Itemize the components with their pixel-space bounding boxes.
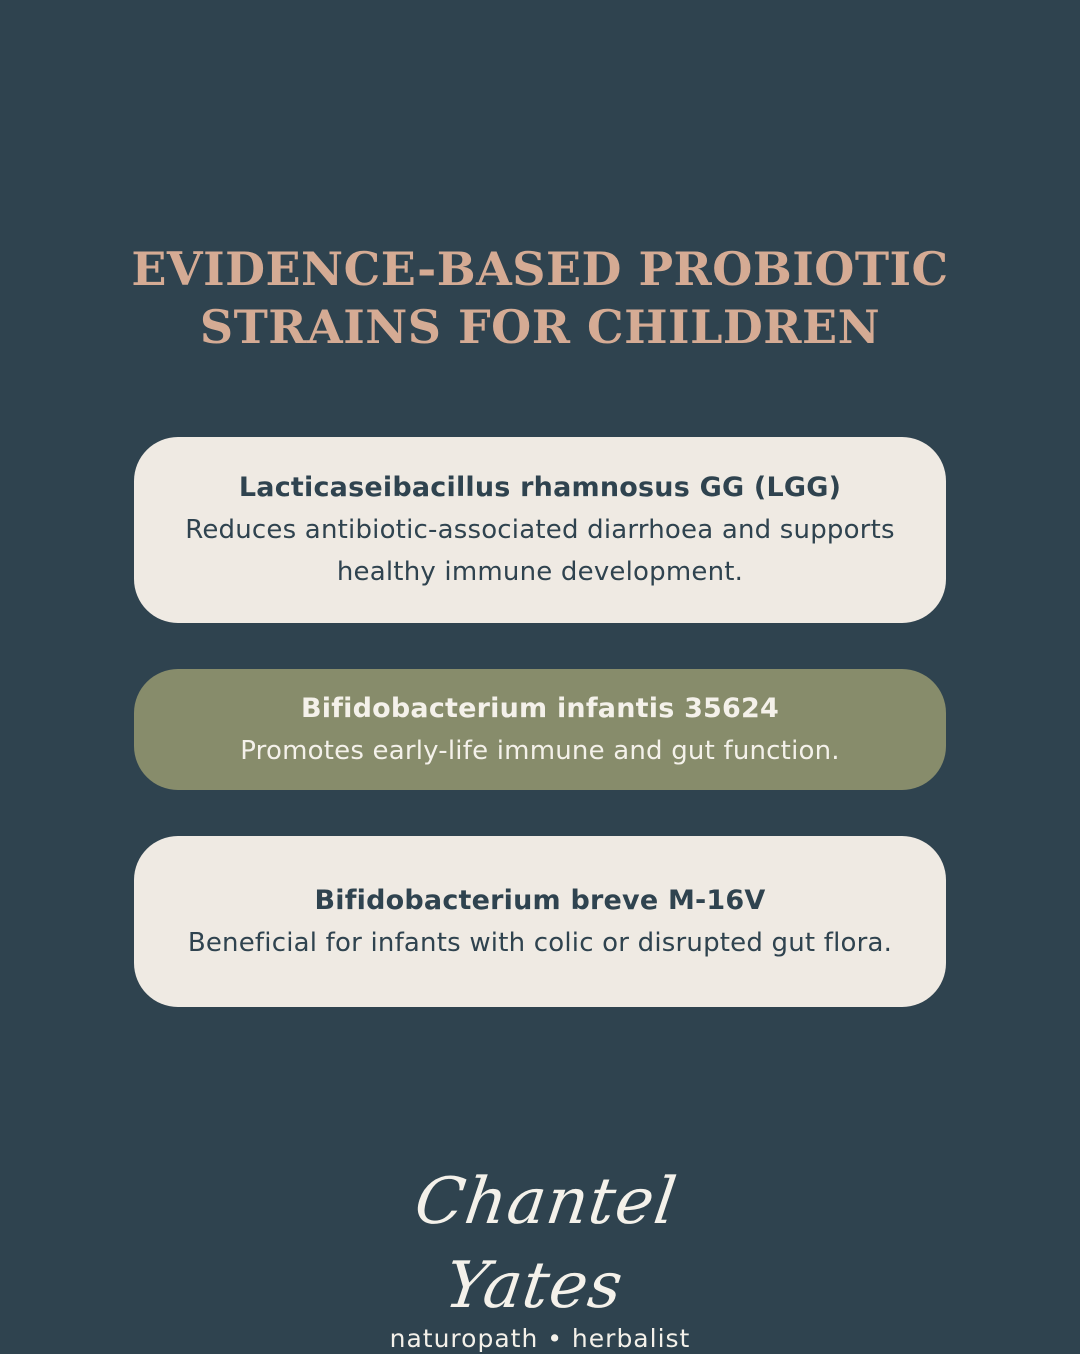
strain-name: Bifidobacterium breve M-16V xyxy=(314,884,766,916)
strain-name: Bifidobacterium infantis 35624 xyxy=(300,692,780,724)
strain-card-breve xyxy=(134,836,946,1007)
strain-card-infantis xyxy=(134,669,946,790)
brand-logo xyxy=(340,1160,740,1353)
strain-card-lgg xyxy=(134,437,946,623)
strain-description: Promotes early-life immune and gut function. xyxy=(240,735,840,766)
strain-description: Beneficial for infants with colic or disrupted gut flora. xyxy=(187,927,893,958)
logo-tagline: naturopath • herbalist xyxy=(389,1324,691,1353)
title-line-2: STRAINS FOR CHILDREN xyxy=(199,300,881,354)
strain-name: Lacticaseibacillus rhamnosus GG (LGG) xyxy=(238,472,842,503)
page-title xyxy=(80,240,1000,356)
title-line-1: EVIDENCE-BASED PROBIOTIC xyxy=(131,242,949,296)
logo-name: Chantel Yates xyxy=(410,1165,682,1323)
strain-description: Reduces antibiotic-associated diarrhoea and supports healthy immune development. xyxy=(185,515,895,587)
